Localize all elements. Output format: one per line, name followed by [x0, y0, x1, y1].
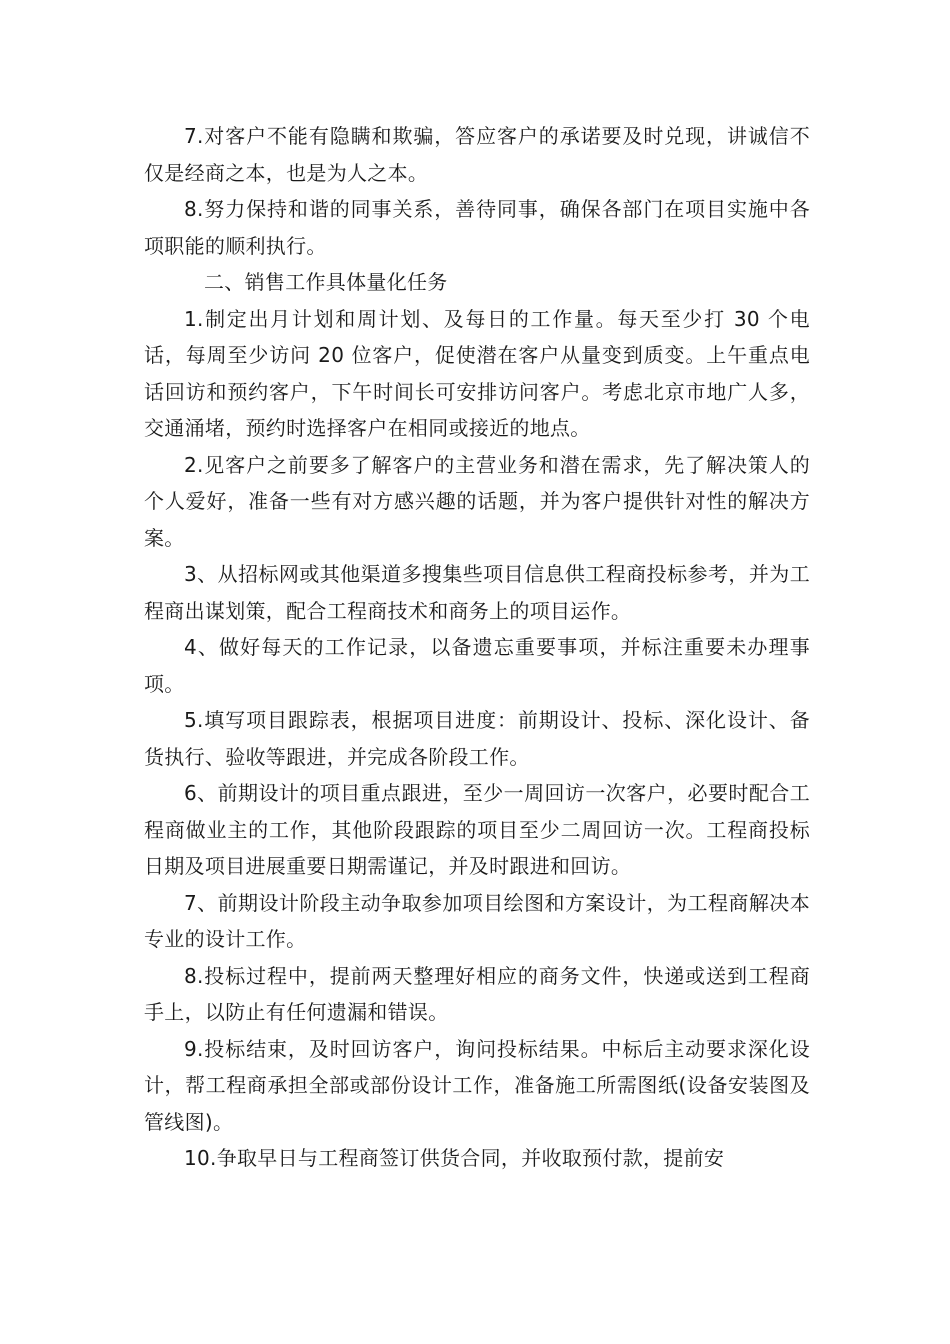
task-item-2: 2.见客户之前要多了解客户的主营业务和潜在需求，先了解决策人的个人爱好，准备一些有对方感兴趣的话题，并为客户提供针对性的解决方案。 — [144, 452, 810, 550]
section-heading: 二、销售工作具体量化任务 — [204, 270, 448, 294]
task-item-1: 1.制定出月计划和周计划、及每日的工作量。每天至少打 30 个电话，每周至少访问 20 位客户，促使潜在客户从量变到质变。上午重点电话回访和预约客户，下午时间长可安排访问客户。考虑北京市地广人多，交通涌堵，预约时选择客户在相同或接近的地点。 — [144, 306, 810, 440]
task-item-5: 5.填写项目跟踪表，根据项目进度：前期设计、投标、深化设计、备货执行、验收等跟进，并完成各阶段工作。 — [144, 708, 810, 769]
paragraph-item-7: 7.对客户不能有隐瞒和欺骗，答应客户的承诺要及时兑现，讲诚信不仅是经商之本，也是为人之本。 — [144, 124, 810, 185]
task-item-4: 4、做好每天的工作记录，以备遗忘重要事项，并标注重要未办理事项。 — [144, 635, 810, 696]
task-item-3: 3、从招标网或其他渠道多搜集些项目信息供工程商投标参考，并为工程商出谋划策，配合工程商技术和商务上的项目运作。 — [144, 562, 810, 623]
task-item-8: 8.投标过程中，提前两天整理好相应的商务文件，快递或送到工程商手上，以防止有任何遗漏和错误。 — [144, 963, 810, 1024]
task-item-6: 6、前期设计的项目重点跟进，至少一周回访一次客户，必要时配合工程商做业主的工作，其他阶段跟踪的项目至少二周回访一次。工程商投标日期及项目进展重要日期需谨记，并及时跟进和回访。 — [144, 781, 810, 878]
paragraph-item-8: 8.努力保持和谐的同事关系，善待同事，确保各部门在项目实施中各项职能的顺利执行。 — [144, 197, 810, 258]
task-item-10: 10.争取早日与工程商签订供货合同，并收取预付款，提前安 — [184, 1146, 725, 1170]
document-body — [144, 118, 810, 1177]
task-item-7: 7、前期设计阶段主动争取参加项目绘图和方案设计，为工程商解决本专业的设计工作。 — [144, 890, 810, 951]
task-item-9: 9.投标结束，及时回访客户，询问投标结果。中标后主动要求深化设计，帮工程商承担全部或部份设计工作，准备施工所需图纸(设备安装图及管线图)。 — [144, 1036, 810, 1134]
